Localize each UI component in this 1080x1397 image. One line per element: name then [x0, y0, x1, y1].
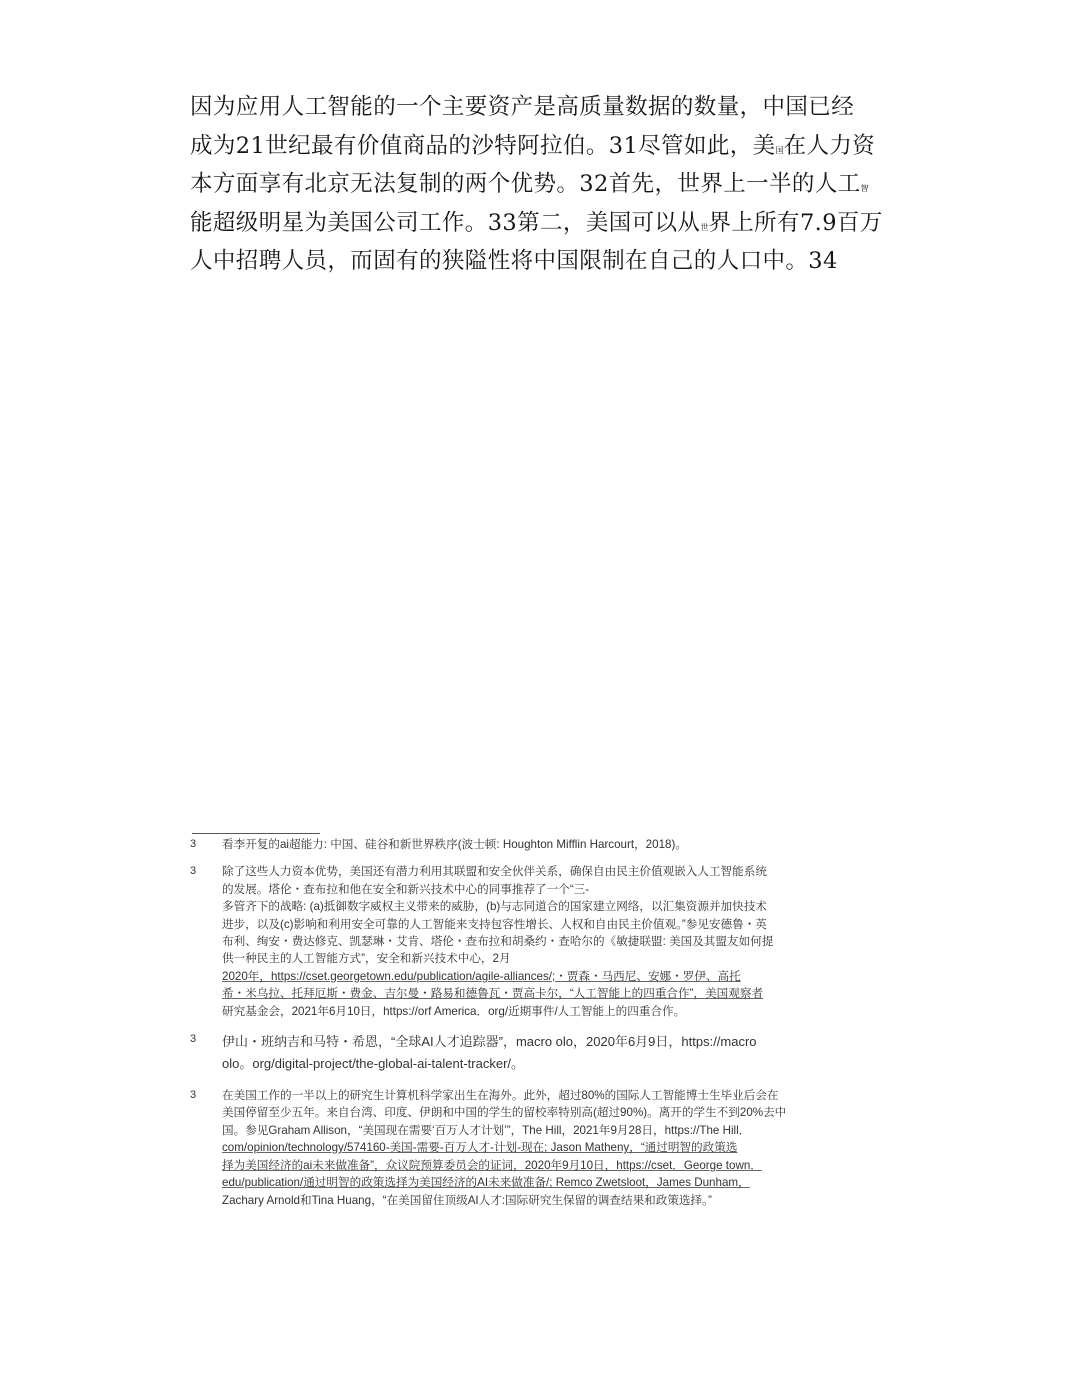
superscript-char: 世	[700, 222, 709, 232]
body-line: 成为21世纪最有价值商品的沙特阿拉伯。31尽管如此，美国在人力资	[190, 132, 876, 159]
footnote-line: 希・米乌拉、托拜厄斯・费金、吉尔曼・路易和德鲁瓦・贾高卡尔，“人工智能上的四重合作”，美国观察者	[222, 987, 764, 1001]
footnote-link-line[interactable]: 2020年，https://cset.georgetown.edu/publication/agile-alliances/;・贾森・马西尼、安娜・罗伊、高托	[222, 969, 741, 983]
body-line: 因为应用人工智能的一个主要资产是高质量数据的数量，中国已经	[190, 94, 855, 120]
footnote-number: 3	[190, 865, 197, 878]
footnote-line: 供一种民主的人工智能方式”，安全和新兴技术中心，2月	[222, 952, 511, 966]
footnote	[190, 1087, 830, 1209]
footnote-line: 的发展。塔伦・查布拉和他在安全和新兴技术中心的同事推荐了一个“三-	[222, 882, 590, 896]
footnote-line: 布利、绚安・费达修克、凯瑟琳・艾肯、塔伦・查布拉和胡桑约・查哈尔的《敏捷联盟: 美国及其盟友如何提	[222, 935, 774, 949]
footnote-link-line[interactable]: com/opinion/technology/574160-美国-需要-百万人才-计划-现在; Jason Matheny，“通过明智的政策选	[222, 1141, 738, 1155]
footnote-link-line[interactable]: 研究基金会，2021年6月10日，https://orf America．org/近期事件/人工智能上的四重合作。	[222, 1004, 686, 1018]
body-paragraph	[190, 88, 883, 281]
footnote-line: 多管齐下的战略: (a)抵御数字威权主义带来的威胁，(b)与志同道合的国家建立网络，以汇集资源并加快技术	[222, 900, 767, 914]
body-line: 能超级明星为美国公司工作。33第二，美国可以从世界上所有7.9百万	[190, 209, 883, 236]
footnote	[190, 836, 830, 853]
footnote-line: 看李开复的ai超能力: 中国、硅谷和新世界秩序(波士顿: Houghton Mifflin Harcourt，2018)。	[222, 838, 687, 851]
footnote-line: Zachary Arnold和Tina Huang，“在美国留住顶级AI人才:国际研究生保留的调查结果和政策选择。”	[222, 1193, 712, 1207]
footnote-line: 在美国工作的一半以上的研究生计算机科学家出生在海外。此外，超过80%的国际人工智能博士生毕业后会在	[222, 1089, 779, 1103]
footnote	[190, 1031, 830, 1075]
footnote-number: 3	[190, 1033, 197, 1046]
footnote-link-line[interactable]: 国。参见Graham Allison，“美国现在需要‘百万人才计划’”，The Hill，2021年9月28日，https://The Hill．	[222, 1123, 751, 1137]
footnote-link-line[interactable]: edu/publication/通过明智的政策选择为美国经济的AI未来做准备/; Remco Zwetsloot，James Dunham，	[222, 1176, 750, 1190]
footnote-link-line[interactable]: 择为美国经济的ai未来做准备”，众议院预算委员会的证词，2020年9月10日，https://cset．George town．	[222, 1158, 762, 1172]
superscript-char: 智	[860, 184, 869, 193]
body-line: 本方面享有北京无法复制的两个优势。32首先，世界上一半的人工智	[190, 171, 869, 197]
footnote-link-line[interactable]: 伊山・班纳吉和马特・希恩，“全球AI人才追踪器”，macro olo，2020年6月9日，https://macro	[222, 1034, 757, 1050]
footnote-number: 3	[190, 838, 197, 850]
footnote-line: 除了这些人力资本优势，美国还有潜力利用其联盟和安全伙伴关系，确保自由民主价值观嵌入人工智能系统	[222, 865, 767, 879]
footnotes	[190, 836, 830, 1220]
body-line: 人中招聘人员，而固有的狭隘性将中国限制在自己的人口中。34	[190, 248, 838, 274]
footnote-link-line[interactable]: olo。org/digital-project/the-global-ai-talent-tracker/。	[222, 1056, 525, 1072]
superscript-char: 国	[775, 145, 784, 155]
footnote-line: 美国停留至少五年。来自台湾、印度、伊朗和中国的学生的留校率特别高(超过90%)。离开的学生不到20%去中	[222, 1106, 787, 1120]
footnote-line: 进步，以及(c)影响和利用安全可靠的人工智能来支持包容性增长、人权和自由民主价值观。”参见安德鲁・英	[222, 917, 767, 931]
footnote-number: 3	[190, 1089, 197, 1102]
footnote-separator	[192, 833, 320, 834]
footnote	[190, 863, 830, 1020]
